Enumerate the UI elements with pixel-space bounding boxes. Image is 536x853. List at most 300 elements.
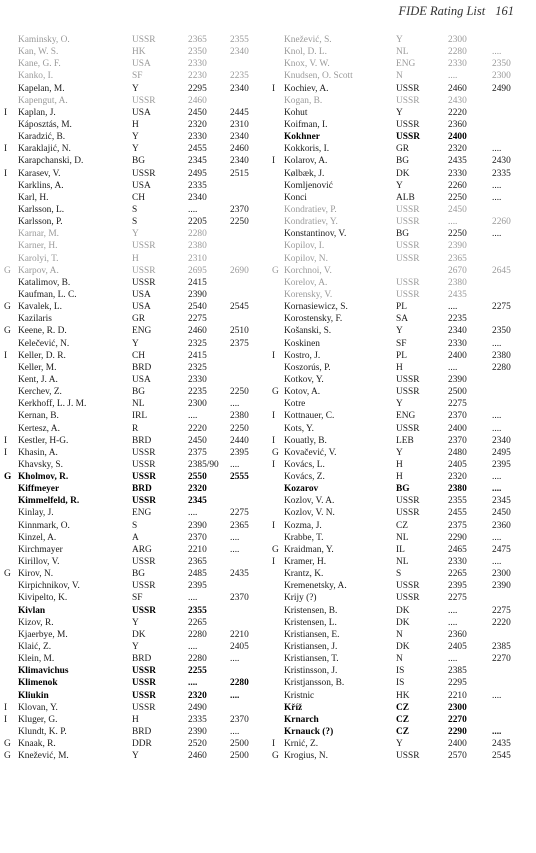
player-row	[4, 677, 274, 689]
player-name: Kestler, H-G.	[18, 435, 69, 446]
player-name: Kopilov, N.	[284, 253, 328, 264]
player-row	[272, 204, 534, 216]
country-code: DK	[396, 168, 410, 179]
player-row	[272, 459, 534, 471]
player-name: Klimavichus	[18, 666, 69, 677]
player-name: Koifman, I.	[284, 119, 328, 130]
rating-1: 2270	[448, 714, 467, 725]
title-code: G	[272, 544, 279, 555]
player-name: Kivipelto, K.	[18, 593, 68, 604]
rating-1: 2320	[448, 144, 467, 155]
player-name: Klaić, Z.	[18, 642, 52, 653]
title-code: I	[272, 83, 276, 94]
player-row	[4, 95, 274, 107]
rating-2: 2380	[230, 411, 249, 422]
player-row	[272, 580, 534, 592]
rating-1: 2230	[188, 71, 207, 82]
country-code: USSR	[396, 132, 420, 143]
country-code: NL	[396, 532, 409, 543]
player-name: Kokkoris, I.	[284, 144, 330, 155]
player-name: Kizov, R.	[18, 617, 54, 628]
rating-1: ....	[188, 411, 198, 422]
rating-1: 2385/90	[188, 459, 219, 470]
rating-1: 2330	[448, 59, 467, 70]
rating-2: 2385	[492, 642, 511, 653]
player-row	[4, 119, 274, 131]
country-code: USSR	[132, 581, 156, 592]
rating-1: 2500	[448, 387, 467, 398]
rating-1: 2405	[448, 642, 467, 653]
title-code: G	[4, 739, 11, 750]
rating-1: 2540	[188, 302, 207, 313]
rating-2: 2340	[230, 132, 249, 143]
country-code: USSR	[132, 690, 156, 701]
player-row	[272, 605, 534, 617]
player-row	[4, 216, 274, 228]
rating-1: 2210	[188, 544, 207, 555]
player-name: Knaak, R.	[18, 739, 56, 750]
player-row	[4, 447, 274, 459]
rating-2: 2275	[492, 605, 511, 616]
player-name: Kinzel, A.	[18, 532, 57, 543]
rating-1: 2460	[188, 326, 207, 337]
player-row	[4, 362, 274, 374]
player-row	[272, 410, 534, 422]
country-code: NL	[132, 399, 145, 410]
country-code: BG	[396, 229, 410, 240]
country-code: CH	[132, 192, 146, 203]
country-code: USSR	[132, 472, 156, 483]
right-column	[272, 34, 534, 762]
rating-2: ....	[492, 484, 502, 495]
rating-1: 2350	[188, 47, 207, 58]
country-code: CZ	[396, 714, 410, 725]
player-row	[4, 253, 274, 265]
player-name: Kapelan, M.	[18, 83, 65, 94]
rating-1: 2390	[448, 374, 467, 385]
rating-2: 2645	[492, 265, 511, 276]
rating-2: ....	[492, 423, 502, 434]
player-row	[272, 119, 534, 131]
country-code: DK	[396, 605, 410, 616]
rating-1: 2670	[448, 265, 467, 276]
title-code: G	[272, 265, 279, 276]
country-code: ARG	[132, 544, 152, 555]
player-row	[4, 726, 274, 738]
player-row	[4, 338, 274, 350]
player-row	[272, 750, 534, 762]
rating-2: 2545	[492, 751, 511, 762]
player-row	[4, 653, 274, 665]
rating-2: 2405	[230, 642, 249, 653]
player-name: Kristnic	[284, 690, 315, 701]
country-code: USSR	[132, 459, 156, 470]
player-name: Karadzić, B.	[18, 132, 66, 143]
player-name: Kerkhoff, L. J. M.	[18, 399, 87, 410]
country-code: USSR	[396, 496, 420, 507]
rating-1: 2235	[448, 314, 467, 325]
player-name: Karpov, A.	[18, 265, 59, 276]
player-row	[272, 107, 534, 119]
rating-2: 2300	[492, 569, 511, 580]
rating-1: 2390	[188, 727, 207, 738]
player-name: Kernan, B.	[18, 411, 59, 422]
country-code: HK	[396, 690, 410, 701]
rating-1: ....	[188, 678, 198, 689]
rating-1: 2295	[188, 83, 207, 94]
rating-1: 2345	[188, 156, 207, 167]
rating-1: ....	[188, 508, 198, 519]
rating-1: 2320	[448, 472, 467, 483]
rating-2: 2390	[492, 581, 511, 592]
player-row	[4, 70, 274, 82]
player-row	[4, 143, 274, 155]
title-code: I	[272, 435, 276, 446]
player-row	[4, 738, 274, 750]
rating-1: 2365	[188, 35, 207, 45]
rating-2: 2395	[492, 459, 511, 470]
country-code: ALB	[396, 192, 415, 203]
player-name: Kaufman, L. C.	[18, 289, 77, 300]
rating-1: 2255	[188, 666, 207, 677]
rating-1: 2320	[188, 690, 207, 701]
rating-1: 2280	[188, 229, 207, 240]
country-code: BG	[396, 156, 410, 167]
player-name: Kouatly, B.	[284, 435, 327, 446]
rating-2: 2460	[230, 144, 249, 155]
player-row	[4, 665, 274, 677]
player-row	[272, 192, 534, 204]
player-row	[4, 629, 274, 641]
title-code: I	[272, 520, 276, 531]
player-row	[272, 568, 534, 580]
player-name: Kanko, I.	[18, 71, 54, 82]
rating-1: 2360	[448, 629, 467, 640]
country-code: ENG	[132, 326, 152, 337]
player-row	[4, 435, 274, 447]
country-code: DK	[396, 642, 410, 653]
country-code: NL	[396, 557, 409, 568]
player-row	[4, 471, 274, 483]
player-name: Kerchev, Z.	[18, 387, 62, 398]
rating-2: 2395	[230, 447, 249, 458]
rating-2: ....	[492, 47, 502, 58]
rating-1: 2265	[188, 617, 207, 628]
rating-1: 2330	[448, 168, 467, 179]
rating-1: ....	[448, 362, 458, 373]
rating-2: ....	[492, 727, 502, 738]
rating-2: 2250	[230, 423, 249, 434]
player-row	[4, 507, 274, 519]
player-row	[4, 228, 274, 240]
player-name: Kapengut, A.	[18, 95, 68, 106]
rating-1: 2390	[188, 289, 207, 300]
rating-2: 2430	[492, 156, 511, 167]
country-code: USSR	[396, 374, 420, 385]
rating-2: ....	[492, 229, 502, 240]
player-name: Kohut	[284, 107, 308, 118]
rating-1: 2400	[448, 350, 467, 361]
rating-2: 2220	[492, 617, 511, 628]
player-row	[272, 386, 534, 398]
player-name: Kristensen, L.	[284, 617, 337, 628]
player-row	[4, 83, 274, 95]
rating-1: 2290	[448, 727, 467, 738]
player-row	[4, 58, 274, 70]
country-code: USSR	[396, 95, 420, 106]
country-code: H	[396, 472, 403, 483]
country-code: IS	[396, 666, 405, 677]
country-code: BRD	[132, 362, 152, 373]
player-row	[4, 690, 274, 702]
country-code: A	[132, 532, 139, 543]
country-code: USSR	[396, 751, 420, 762]
player-name: Krnarch	[284, 714, 319, 725]
player-name: Karaklajić, N.	[18, 144, 71, 155]
country-code: USSR	[132, 678, 156, 689]
player-row	[4, 155, 274, 167]
title-code: I	[4, 435, 8, 446]
country-code: ENG	[132, 508, 152, 519]
player-row	[272, 726, 534, 738]
title-code: I	[4, 107, 8, 118]
rating-2: 2380	[492, 350, 511, 361]
country-code: H	[132, 119, 139, 130]
rating-2: ....	[492, 557, 502, 568]
rating-1: ....	[448, 302, 458, 313]
player-row	[272, 313, 534, 325]
player-name: Kivlan	[18, 605, 46, 616]
rating-2: 2370	[230, 593, 249, 604]
player-row	[4, 34, 274, 46]
rating-1: 2455	[188, 144, 207, 155]
country-code: SF	[132, 593, 143, 604]
player-row	[272, 471, 534, 483]
rating-2: ....	[492, 192, 502, 203]
country-code: BG	[132, 387, 146, 398]
country-code: BG	[132, 569, 146, 580]
rating-1: 2250	[448, 229, 467, 240]
country-code: Y	[396, 326, 403, 337]
country-code: USSR	[396, 83, 420, 94]
country-code: H	[132, 714, 139, 725]
rating-2: 2445	[230, 107, 249, 118]
rating-1: 2355	[188, 605, 207, 616]
rating-2: 2355	[230, 35, 249, 45]
country-code: H	[132, 253, 139, 264]
title-code: G	[272, 447, 279, 458]
rating-1: 2460	[188, 751, 207, 762]
title-code: G	[4, 326, 11, 337]
player-name: Kinlay, J.	[18, 508, 54, 519]
title-code: G	[4, 472, 12, 483]
country-code: DK	[132, 629, 146, 640]
player-name: Konstantinov, V.	[284, 229, 347, 240]
country-code: USSR	[132, 277, 156, 288]
player-name: Kirov, N.	[18, 569, 54, 580]
player-name: Kristiansen, J.	[284, 642, 338, 653]
rating-2: 2275	[230, 508, 249, 519]
country-code: Y	[132, 229, 139, 240]
rating-1: ....	[448, 217, 458, 228]
rating-1: 2340	[188, 192, 207, 203]
player-name: Kostro, J.	[284, 350, 321, 361]
player-name: Kristinsson, J.	[284, 666, 338, 677]
rating-1: 2465	[448, 544, 467, 555]
player-name: Kozlov, V. N.	[284, 508, 335, 519]
player-name: Karlsson, L.	[18, 204, 65, 215]
player-name: Kent, J. A.	[18, 374, 58, 385]
title-code: G	[4, 265, 11, 276]
rating-2: 2350	[492, 59, 511, 70]
player-row	[4, 107, 274, 119]
rating-2: 2335	[492, 168, 511, 179]
player-row	[4, 374, 274, 386]
running-title: FIDE Rating List	[398, 4, 486, 18]
country-code: S	[396, 569, 402, 580]
rating-1: 2370	[188, 532, 207, 543]
rating-2: 2545	[230, 302, 249, 313]
player-name: Kotre	[284, 399, 306, 410]
player-name: Korelov, A.	[284, 277, 328, 288]
player-row	[4, 180, 274, 192]
title-code: G	[4, 302, 11, 313]
player-name: Kavalek, L.	[18, 302, 62, 313]
country-code: Y	[396, 35, 403, 45]
player-row	[272, 83, 534, 95]
rating-1: ....	[448, 617, 458, 628]
country-code: USSR	[396, 217, 420, 228]
player-row	[272, 653, 534, 665]
rating-1: 2520	[188, 739, 207, 750]
rating-1: 2220	[188, 423, 207, 434]
player-name: Kimmelfeld, R.	[18, 496, 80, 507]
player-name: Krnić, Z.	[284, 739, 319, 750]
title-code: I	[4, 350, 8, 361]
country-code: S	[132, 204, 138, 215]
title-code: G	[272, 751, 279, 762]
country-code: BRD	[132, 654, 152, 665]
country-code: GR	[396, 144, 410, 155]
country-code: USSR	[132, 447, 156, 458]
rating-2: ....	[230, 399, 240, 410]
player-row	[4, 131, 274, 143]
rating-1: 2330	[188, 59, 207, 70]
player-row	[4, 410, 274, 422]
country-code: N	[396, 71, 403, 82]
player-row	[4, 265, 274, 277]
player-row	[272, 168, 534, 180]
player-row	[272, 483, 534, 495]
player-row	[272, 507, 534, 519]
rating-2: 2340	[230, 47, 249, 58]
rating-1: 2205	[188, 217, 207, 228]
rating-2: 2360	[492, 520, 511, 531]
country-code: DDR	[132, 739, 152, 750]
player-name: Kirillov, V.	[18, 557, 60, 568]
rating-1: 2360	[448, 119, 467, 130]
country-code: IS	[396, 678, 405, 689]
player-row	[4, 350, 274, 362]
rating-1: 2365	[448, 253, 467, 264]
rating-1: 2450	[188, 435, 207, 446]
player-name: Karl, H.	[18, 192, 49, 203]
rating-1: 2355	[448, 496, 467, 507]
player-name: Koszorús, P.	[284, 362, 331, 373]
player-name: Kluger, G.	[18, 714, 58, 725]
rating-1: 2415	[188, 350, 207, 361]
country-code: Y	[396, 107, 403, 118]
title-code: I	[272, 156, 276, 167]
player-row	[272, 556, 534, 568]
country-code: N	[396, 654, 403, 665]
rating-1: 2550	[188, 472, 207, 483]
rating-2: ....	[492, 144, 502, 155]
country-code: GR	[132, 314, 146, 325]
country-code: USSR	[396, 387, 420, 398]
player-name: Konci	[284, 192, 307, 203]
player-row	[272, 592, 534, 604]
rating-2: ....	[230, 532, 240, 543]
player-row	[4, 702, 274, 714]
rating-1: ....	[448, 71, 458, 82]
country-code: USSR	[132, 605, 156, 616]
rating-1: 2380	[448, 277, 467, 288]
player-name: Korensky, V.	[284, 289, 333, 300]
country-code: USSR	[396, 508, 420, 519]
country-code: USSR	[396, 253, 420, 264]
player-row	[272, 544, 534, 556]
player-name: Krnauck (?)	[284, 727, 334, 738]
rating-1: 2365	[188, 557, 207, 568]
country-code: USSR	[132, 241, 156, 252]
player-row	[272, 70, 534, 82]
rating-1: 2210	[448, 690, 467, 701]
player-row	[272, 362, 534, 374]
rating-1: 2280	[188, 654, 207, 665]
rating-2: 2435	[492, 739, 511, 750]
country-code: ENG	[396, 411, 416, 422]
player-row	[272, 95, 534, 107]
rating-1: 2380	[448, 484, 467, 495]
rating-2: 2350	[492, 326, 511, 337]
player-row	[4, 325, 274, 337]
rating-1: 2430	[448, 95, 467, 106]
player-row	[272, 435, 534, 447]
country-code: NL	[396, 47, 409, 58]
player-name: Kinnmark, O.	[18, 520, 70, 531]
page-header	[398, 4, 514, 19]
country-code: USSR	[396, 289, 420, 300]
rating-2: 2450	[492, 508, 511, 519]
rating-2: 2260	[492, 217, 511, 228]
country-code: USSR	[396, 423, 420, 434]
country-code: USA	[132, 374, 151, 385]
player-name: Kertesz, A.	[18, 423, 60, 434]
player-name: Korostensky, F.	[284, 314, 343, 325]
player-row	[272, 423, 534, 435]
player-name: Krabbe, T.	[284, 532, 324, 543]
country-code: SF	[132, 71, 143, 82]
player-row	[272, 738, 534, 750]
player-row	[272, 228, 534, 240]
rating-2: ....	[230, 727, 240, 738]
country-code: Y	[132, 617, 139, 628]
rating-1: 2220	[448, 107, 467, 118]
player-row	[4, 204, 274, 216]
rating-1: ....	[188, 642, 198, 653]
player-name: Kan, W. S.	[18, 47, 59, 58]
